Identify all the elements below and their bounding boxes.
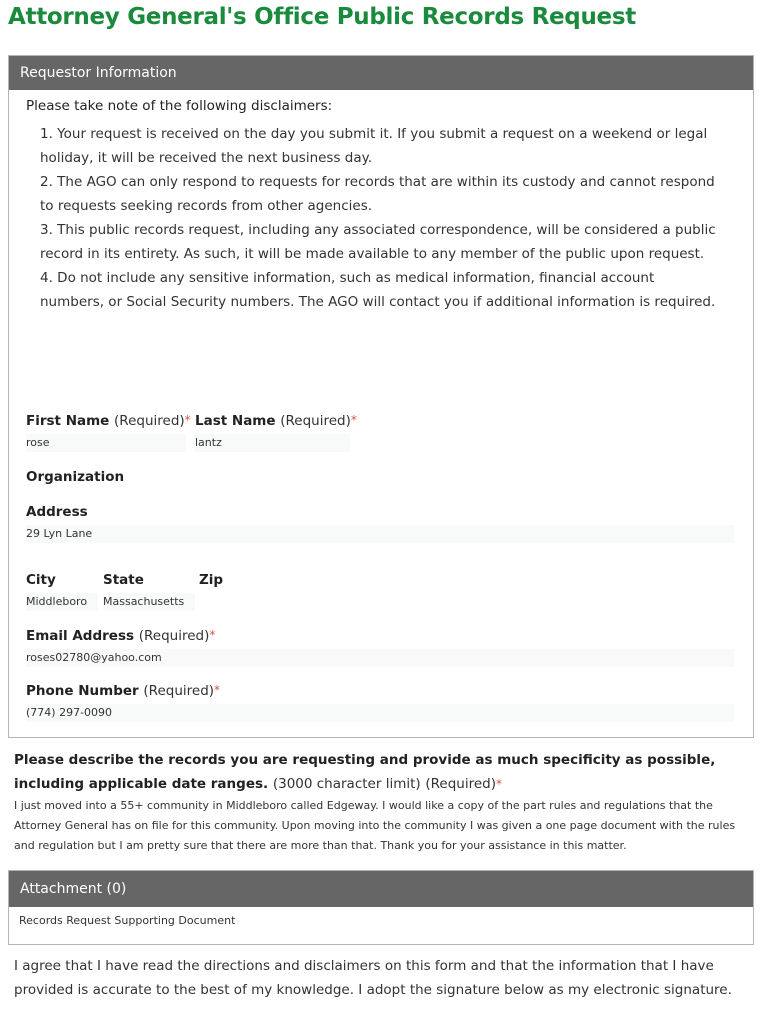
description-label	[14, 748, 759, 796]
zip-input[interactable]	[199, 593, 259, 611]
required-text: (Required)	[138, 628, 210, 644]
required-text: (Required)	[425, 776, 496, 792]
required-asterisk: *	[214, 683, 221, 697]
page-title: Attorney General's Office Public Records Request	[8, 4, 636, 30]
disclaimer-item: 1. Your request is received on the day you submit it. If you submit a request on a weekend or legal holiday, it will be received the next business day.	[40, 126, 708, 166]
state-input[interactable]: Massachusetts	[103, 593, 195, 611]
city-field	[26, 572, 98, 611]
required-text: (Required)	[114, 413, 185, 429]
email-input[interactable]: roses02780@yahoo.com	[26, 649, 734, 667]
requestor-panel-header: Requestor Information	[9, 56, 753, 90]
city-label: City	[26, 572, 56, 588]
zip-label: Zip	[199, 572, 224, 588]
phone-label-text: Phone Number	[26, 683, 139, 699]
attachment-panel-header: Attachment (0)	[9, 871, 753, 907]
description-field	[14, 748, 759, 856]
state-field	[103, 572, 195, 611]
zip-field	[199, 572, 259, 611]
agreement-text: I agree that I have read the directions and disclaimers on this form and that the information that I have provided is accurate to the best of my knowledge. I adopt the signature below as my electronic signature.	[14, 958, 732, 998]
description-textarea[interactable]: I just moved into a 55+ community in Middleboro called Edgeway. I would like a copy of the part rules and regulations that the Attorney General has on file for this community. Upon moving into the community I was given a one page document with the rules and regulation but I am pretty sure that there are more than that. Thank you for your assistance in this matter.	[14, 799, 736, 852]
description-label-text: Please describe the records you are requesting and provide as much specificity as possible, including applicable date ranges.	[14, 752, 716, 792]
required-asterisk: *	[350, 413, 357, 427]
state-label: State	[103, 572, 144, 588]
first-name-field	[26, 413, 191, 452]
first-name-label	[26, 413, 191, 429]
required-asterisk: *	[496, 777, 502, 791]
disclaimer-item: 2. The AGO can only respond to requests for records that are within its custody and cannot respond to requests seeking records from other agencies.	[40, 174, 715, 214]
attachment-item[interactable]: Records Request Supporting Document	[19, 914, 236, 927]
phone-label	[26, 683, 734, 699]
last-name-field	[195, 413, 357, 452]
required-text: (Required)	[280, 413, 351, 429]
last-name-input[interactable]: lantz	[195, 434, 350, 452]
organization-field	[26, 469, 726, 490]
required-asterisk: *	[184, 413, 191, 427]
city-input[interactable]: Middleboro	[26, 593, 98, 611]
first-name-label-text: First Name	[26, 413, 110, 429]
organization-label: Organization	[26, 469, 125, 485]
address-field	[26, 504, 734, 543]
last-name-label	[195, 413, 357, 429]
disclaimer-item: 3. This public records request, including any associated correspondence, will be considered a public record in its entirety. As such, it will be made available to any member of the public upon request.	[40, 222, 716, 262]
required-asterisk: *	[209, 628, 216, 642]
phone-field	[26, 683, 734, 722]
disclaimer-list	[40, 122, 720, 314]
address-label: Address	[26, 504, 88, 520]
address-input[interactable]: 29 Lyn Lane	[26, 525, 734, 543]
email-label-text: Email Address	[26, 628, 135, 644]
disclaimer-lead: Please take note of the following disclaimers:	[26, 98, 333, 114]
character-limit-text: (3000 character limit)	[272, 776, 421, 792]
phone-input[interactable]: (774) 297-0090	[26, 704, 734, 722]
last-name-label-text: Last Name	[195, 413, 276, 429]
email-label	[26, 628, 734, 644]
email-field	[26, 628, 734, 667]
requestor-panel	[8, 55, 754, 738]
required-text: (Required)	[143, 683, 215, 699]
first-name-input[interactable]: rose	[26, 434, 186, 452]
attachment-panel	[8, 870, 754, 945]
disclaimer-item: 4. Do not include any sensitive information, such as medical information, financial account numbers, or Social Security numbers. The AGO will contact you if additional information is required.	[40, 270, 716, 310]
